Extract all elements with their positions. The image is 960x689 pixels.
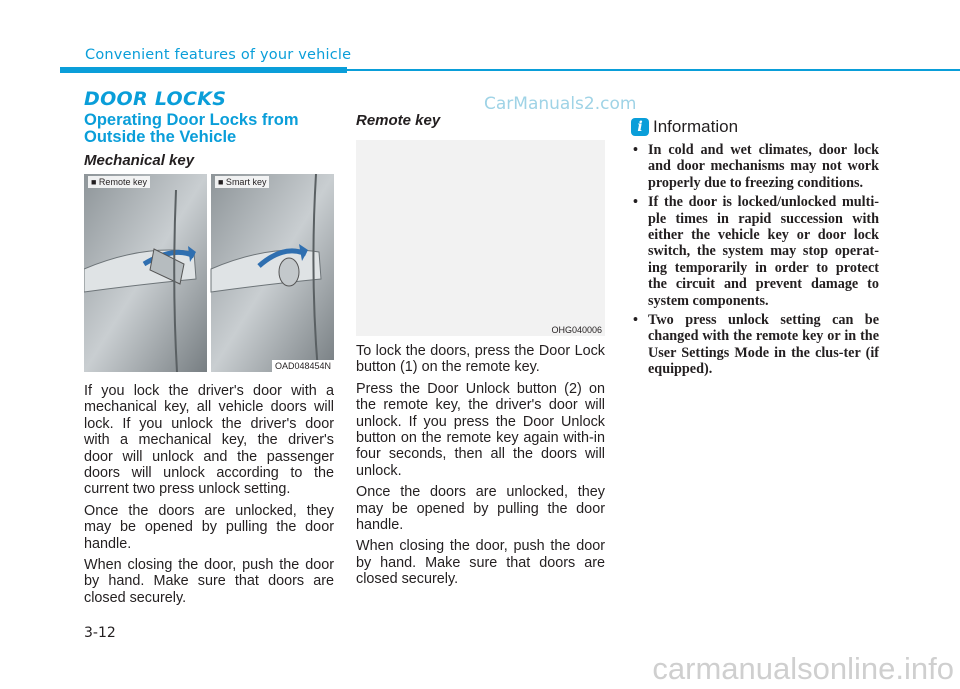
paragraph: When closing the door, push the door by hand. Make sure that doors are closed securely. [356,538,605,588]
paragraph: If you lock the driver's door with a mechanical key, all vehicle doors will lock. If you unlock the driver's door with a mechanical key, the driver's door will unlock and the passenger doors will unlock according to the current two press unlock setting. [84,383,334,498]
paragraph: Once the doors are unlocked, they may be opened by pulling the door handle. [356,484,605,534]
mechanical-key-heading: Mechanical key [84,152,195,169]
left-body-text [84,383,334,611]
page-number: 3-12 [84,625,116,641]
footer-watermark: carmanualsonline.info [652,651,954,686]
figure-code: OAD048454N [272,360,334,372]
section-title: Convenient features of your vehicle [85,47,352,63]
header-rule-thick [60,67,347,73]
door-handle-illustration [84,174,334,372]
watermark-text: CarManuals2.com [484,94,637,114]
smart-key-label: ■ Smart key [215,176,269,188]
paragraph: To lock the doors, press the Door Lock button (1) on the remote key. [356,343,605,376]
info-list [631,142,879,381]
paragraph: Once the doors are unlocked, they may be opened by pulling the door handle. [84,502,334,552]
page-title: DOOR LOCKS [84,88,227,110]
remote-key-heading: Remote key [356,112,441,129]
info-item: • If the door is locked/unlocked multi-ple times in rapid succession with either the vehicle key or door lock switch, the system may stop operat-ing temporarily in order to protect the circuit and prevent damage to system components. [631,194,879,309]
section-heading: Operating Door Locks from Outside the Vehicle [84,111,299,146]
info-item: • In cold and wet climates, door lock and door mechanisms may not work properly due to freezing conditions. [631,142,879,191]
header-rule-thin [347,69,960,71]
info-icon: i [631,118,649,136]
paragraph: When closing the door, push the door by hand. Make sure that doors are closed securely. [84,557,334,606]
remote-key-figure [356,140,605,336]
figure-code: OHG040006 [548,324,605,336]
middle-body-text [356,343,605,593]
mechanical-key-figure [84,174,334,372]
paragraph: Press the Door Unlock button (2) on the remote key, the driver's door will unlock. If you press the Door Unlock button on the remote key again with-in four seconds, then all the doors will unlock. [356,380,605,479]
info-title: Information [653,117,739,136]
remote-key-label: ■ Remote key [88,176,150,188]
info-item: • Two press unlock setting can be changed with the remote key or in the User Settings Mode in the clus-ter (if equipped). [631,312,879,378]
